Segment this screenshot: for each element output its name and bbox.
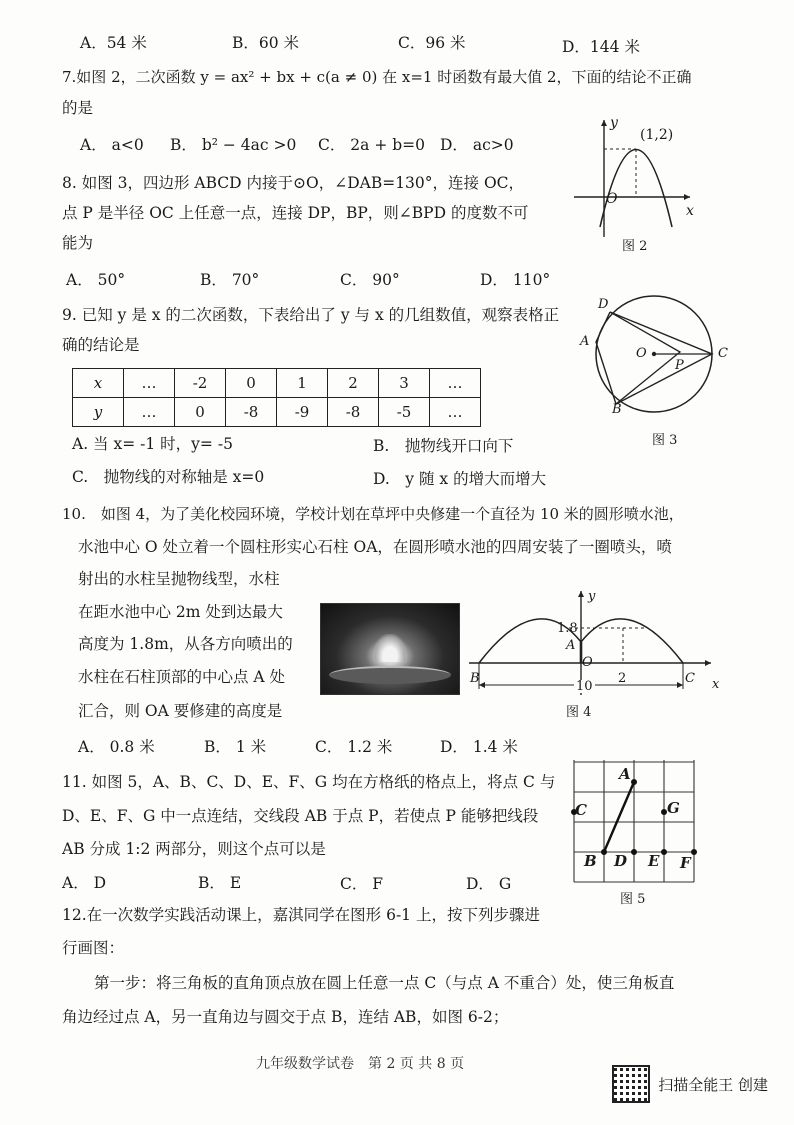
q10-option-d: D． 1.4 米 bbox=[440, 738, 518, 756]
fig2-caption: 图 2 bbox=[622, 239, 648, 254]
table-row bbox=[73, 369, 481, 398]
fig4-caption: 图 4 bbox=[566, 705, 592, 720]
fig3-label-d: D bbox=[598, 297, 609, 312]
fig4-y-label: y bbox=[588, 589, 596, 604]
q9-stem-line1: 9. 已知 y 是 x 的二次函数，下表给出了 y 与 x 的几组数值，观察表格正 bbox=[62, 306, 560, 324]
q12-stem-line1: 12.在一次数学实践活动课上，嘉淇同学在图形 6-1 上，按下列步骤进 bbox=[62, 906, 540, 924]
fig5-caption: 图 5 bbox=[620, 892, 646, 907]
q12-step1-line1: 第一步：将三角板的直角顶点放在圆上任意一点 C（与点 A 不重合）处，使三角板直 bbox=[94, 974, 675, 992]
scanner-brand-label: 扫描全能王 创建 bbox=[658, 1075, 768, 1094]
fig3-label-p: P bbox=[675, 358, 684, 373]
table-cell: 2 bbox=[328, 369, 379, 398]
fig4-label-o: O bbox=[582, 655, 593, 670]
q7-option-b: B． b² − 4ac >0 bbox=[170, 136, 297, 154]
fig3-label-a: A bbox=[580, 334, 590, 349]
q10-stem-line7: 汇合，则 OA 要修建的高度是 bbox=[78, 702, 283, 720]
table-cell: -8 bbox=[226, 398, 277, 427]
q10-stem-line4: 在距水池中心 2m 处到达最大 bbox=[78, 603, 283, 621]
fig3-label-c: C bbox=[718, 346, 728, 361]
fig3-label-b: B bbox=[612, 402, 622, 417]
q8-option-c: C． 90° bbox=[340, 271, 400, 289]
table-cell: 1 bbox=[277, 369, 328, 398]
fig2-y-label: y bbox=[610, 115, 618, 131]
q6-option-c: C．96 米 bbox=[398, 34, 466, 52]
q12-step1-line2: 角边经过点 A，另一直角边与圆交于点 B，连结 AB，如图 6-2； bbox=[62, 1008, 509, 1026]
fig5-label-c: C bbox=[575, 801, 587, 819]
fig5-label-f: F bbox=[680, 854, 691, 872]
q8-stem-line3: 能为 bbox=[62, 234, 94, 252]
fig5-label-g: G bbox=[667, 799, 680, 817]
fig2-origin-label: O bbox=[606, 191, 618, 207]
table-row bbox=[73, 398, 481, 427]
qr-code-icon bbox=[612, 1065, 650, 1103]
q6-option-d: D．144 米 bbox=[562, 38, 640, 56]
table-cell: 0 bbox=[175, 398, 226, 427]
fig5-label-e: E bbox=[648, 852, 660, 870]
fig4-x-label: x bbox=[712, 677, 720, 692]
fig2-x-label: x bbox=[686, 203, 694, 219]
q9-option-a: A. 当 x= -1 时，y= -5 bbox=[72, 435, 233, 453]
q9-value-table bbox=[72, 368, 481, 427]
figure-2-parabola bbox=[560, 112, 710, 252]
q10-option-b: B． 1 米 bbox=[204, 738, 267, 756]
q7-option-d: D． ac>0 bbox=[440, 136, 514, 154]
q11-option-d: D． G bbox=[466, 875, 512, 893]
q10-stem-line6: 水柱在石柱顶部的中心点 A 处 bbox=[78, 668, 286, 686]
q8-option-a: A． 50° bbox=[66, 271, 126, 289]
fig5-label-d: D bbox=[614, 852, 628, 870]
q10-stem-line5: 高度为 1.8m，从各方向喷出的 bbox=[78, 635, 293, 653]
table-cell: 0 bbox=[226, 369, 277, 398]
figure-4-fountain-diagram bbox=[465, 585, 725, 705]
q9-option-c: C. 抛物线的对称轴是 x=0 bbox=[72, 468, 265, 486]
q7-stem-line2: 的是 bbox=[62, 99, 94, 117]
q9-option-b: B. 抛物线开口向下 bbox=[373, 437, 514, 455]
fig4-label-c: C bbox=[685, 671, 695, 686]
fountain-photo bbox=[320, 603, 460, 695]
table-cell: -9 bbox=[277, 398, 328, 427]
q12-stem-line2: 行画图： bbox=[62, 939, 125, 957]
fig2-vertex-label: (1,2) bbox=[640, 127, 674, 143]
table-cell: y bbox=[73, 398, 124, 427]
fig5-label-b: B bbox=[584, 852, 597, 870]
table-cell: x bbox=[73, 369, 124, 398]
table-cell: -8 bbox=[328, 398, 379, 427]
fig4-label-b: B bbox=[470, 671, 480, 686]
page-footer: 九年级数学试卷 第 2 页 共 8 页 bbox=[256, 1056, 465, 1072]
q11-option-c: C． F bbox=[340, 875, 384, 893]
q10-stem-line3: 射出的水柱呈抛物线型，水柱 bbox=[78, 570, 280, 588]
q10-stem-line2: 水池中心 O 处立着一个圆柱形实心石柱 OA，在圆形喷水池的四周安装了一圈喷头，喷 bbox=[78, 538, 672, 556]
table-cell: -5 bbox=[379, 398, 430, 427]
table-cell: … bbox=[430, 369, 481, 398]
q8-option-b: B． 70° bbox=[200, 271, 260, 289]
q11-stem-line3: AB 分成 1:2 两部分，则这个点可以是 bbox=[62, 840, 326, 858]
q6-option-b: B．60 米 bbox=[232, 34, 300, 52]
table-cell: -2 bbox=[175, 369, 226, 398]
q10-option-c: C． 1.2 米 bbox=[315, 738, 393, 756]
q8-stem-line1: 8. 如图 3，四边形 ABCD 内接于⊙O，∠DAB=130°，连接 OC， bbox=[62, 174, 525, 192]
figure-3-circle bbox=[590, 292, 720, 422]
q8-option-d: D． 110° bbox=[480, 271, 551, 289]
fig5-label-a: A bbox=[619, 765, 631, 783]
table-cell: … bbox=[430, 398, 481, 427]
q7-option-c: C． 2a + b=0 bbox=[318, 136, 426, 154]
q11-option-b: B． E bbox=[198, 874, 242, 892]
table-cell: … bbox=[124, 369, 175, 398]
q9-option-d: D. y 随 x 的增大而增大 bbox=[373, 470, 547, 488]
scanner-watermark bbox=[612, 1065, 768, 1103]
table-cell: 3 bbox=[379, 369, 430, 398]
q10-stem-line1: 10. 如图 4，为了美化校园环境，学校计划在草坪中央修建一个直径为 10 米的圆形喷水池， bbox=[62, 505, 684, 523]
q11-stem-line1: 11. 如图 5，A、B、C、D、E、F、G 均在方格纸的格点上，将点 C 与 bbox=[62, 773, 556, 791]
fig4-height-label: 1.8 bbox=[557, 621, 578, 636]
q11-option-a: A． D bbox=[62, 874, 107, 892]
q8-stem-line2: 点 P 是半径 OC 上任意一点，连接 DP，BP，则∠BPD 的度数不可 bbox=[62, 204, 529, 222]
fig4-label-a: A bbox=[566, 638, 576, 653]
q7-stem-line1: 7.如图 2，二次函数 y = ax² + bx + c(a ≠ 0) 在 x=1 时函数有最大值 2，下面的结论不正确 bbox=[62, 68, 692, 86]
fig3-label-o: O bbox=[636, 346, 647, 361]
table-cell: … bbox=[124, 398, 175, 427]
fig4-width-label: 10 bbox=[576, 679, 593, 694]
fig3-caption: 图 3 bbox=[652, 433, 678, 448]
q10-option-a: A． 0.8 米 bbox=[78, 738, 155, 756]
q6-option-a: A．54 米 bbox=[80, 34, 147, 52]
q7-option-a: A． a<0 bbox=[80, 136, 144, 154]
q11-stem-line2: D、E、F、G 中一点连结，交线段 AB 于点 P，若使点 P 能够把线段 bbox=[62, 807, 539, 825]
fig4-two-label: 2 bbox=[618, 671, 627, 686]
q9-stem-line2: 确的结论是 bbox=[62, 336, 140, 354]
